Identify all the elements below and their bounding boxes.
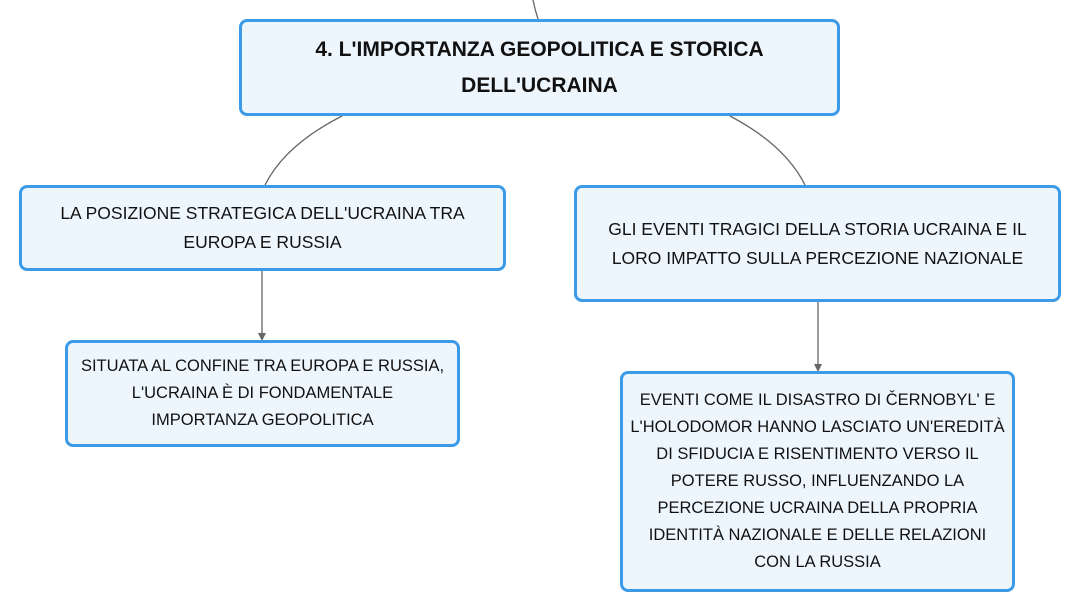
- root-topic-text: 4. L'IMPORTANZA GEOPOLITICA E STORICA DELL'UCRAINA: [315, 37, 764, 97]
- detail-node-strategic-position[interactable]: [65, 340, 460, 447]
- connector-root-to-right-branch: [730, 116, 805, 185]
- connector-from-parent: [533, 0, 538, 19]
- subtopic-text-tragic-events: GLI EVENTI TRAGICI DELLA STORIA UCRAINA E IL LORO IMPATTO SULLA PERCEZIONE NAZIONALE: [608, 218, 1027, 268]
- root-topic-node[interactable]: [239, 19, 840, 116]
- detail-text-tragic-events: EVENTI COME IL DISASTRO DI ČERNOBYL' E L'HOLODOMOR HANNO LASCIATO UN'EREDITÀ DI SFIDUCIA E RISENTIMENTO VERSO IL POTERE RUSSO, INFLUENZANDO LA PERCEZIONE UCRAINA DELLA PROPRIA IDENTITÀ NAZIONALE E DELLE RELAZIONI CON LA RUSSIA: [630, 391, 1005, 571]
- connector-root-to-left-branch: [265, 116, 342, 185]
- subtopic-node-tragic-events[interactable]: [574, 185, 1061, 302]
- detail-node-tragic-events[interactable]: [620, 371, 1015, 592]
- subtopic-node-strategic-position[interactable]: [19, 185, 506, 271]
- subtopic-text-strategic-position: LA POSIZIONE STRATEGICA DELL'UCRAINA TRA EUROPA E RUSSIA: [60, 203, 465, 252]
- detail-text-strategic-position: SITUATA AL CONFINE TRA EUROPA E RUSSIA, L'UCRAINA È DI FONDAMENTALE IMPORTANZA GEOPOLITICA: [80, 357, 445, 429]
